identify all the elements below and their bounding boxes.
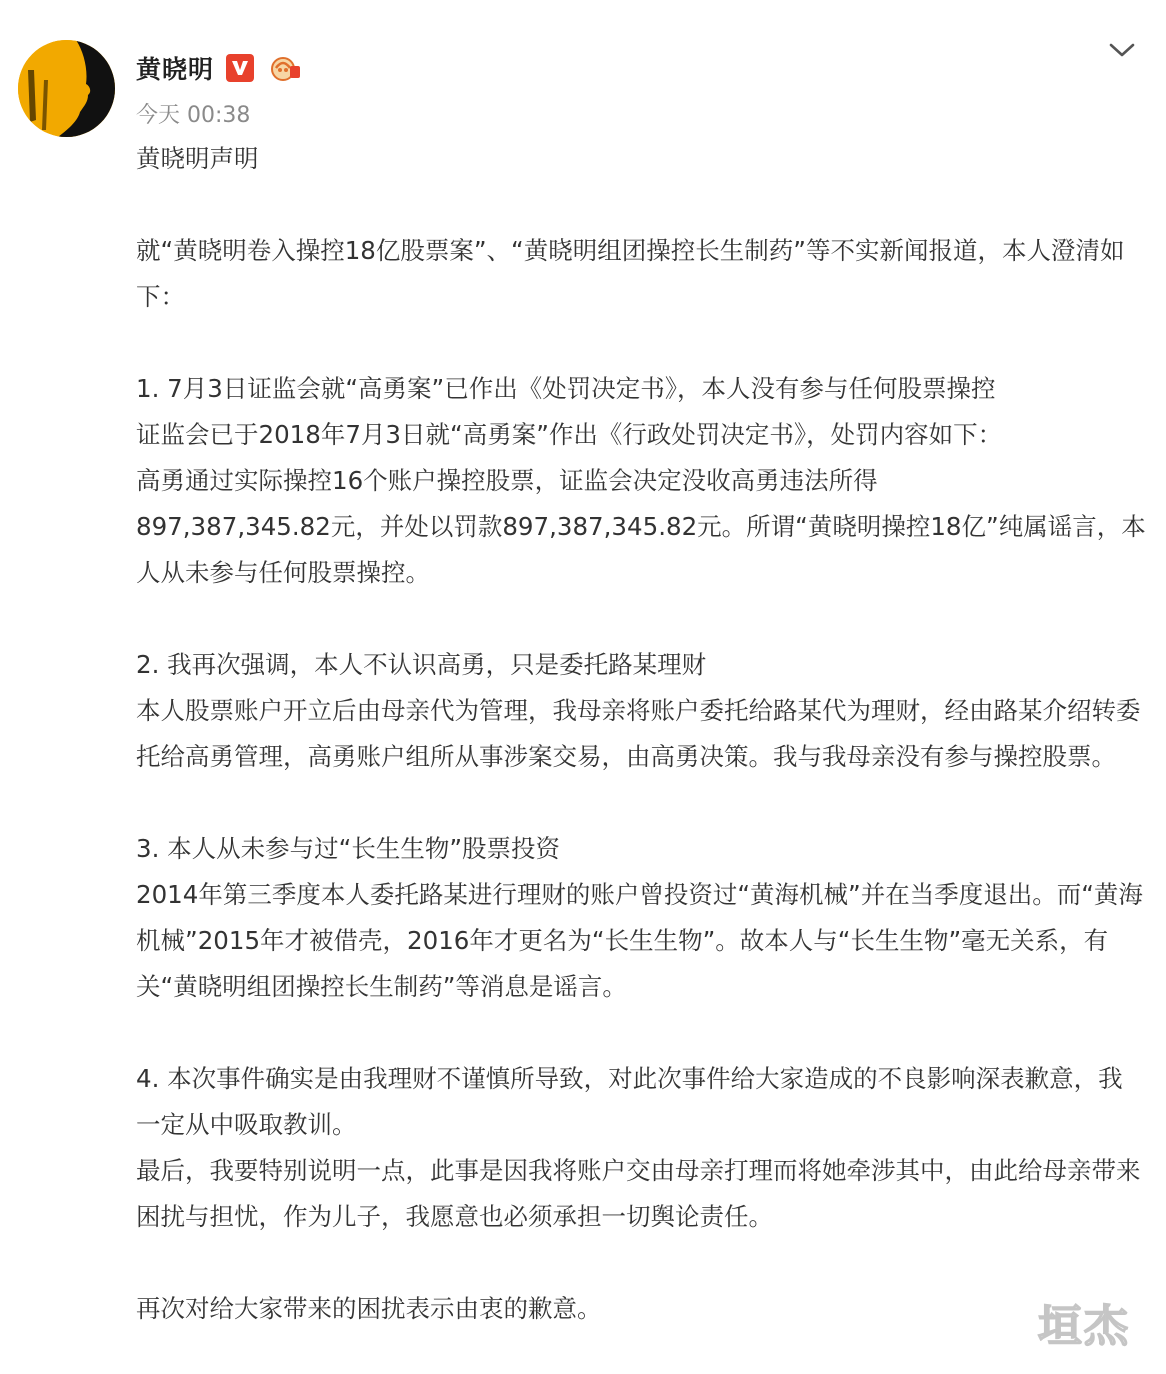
blank-line	[136, 320, 1146, 366]
avatar-silhouette-icon	[18, 40, 115, 137]
point-4-paragraph: 4. 本次事件确实是由我理财不谨慎所导致，对此次事件给大家造成的不良影响深表歉意，我一定从中吸取教训。 最后，我要特别说明一点，此事是因我将账户交由母亲打理而将她牵涉其中，由此给母亲带来困扰与担忧，作为儿子，我愿意也必须承担一切舆论责任。	[136, 1064, 1141, 1231]
post-time: 今天 00:38	[136, 103, 251, 128]
author-name[interactable]: 黄晓明	[136, 55, 215, 84]
blank-line	[136, 1010, 1146, 1056]
blank-line	[136, 780, 1146, 826]
blank-line	[136, 1240, 1146, 1286]
author-row	[136, 48, 302, 88]
point-3-paragraph: 3. 本人从未参与过“长生生物”股票投资 2014年第三季度本人委托路某进行理财的账户曾投资过“黄海机械”并在当季度退出。而“黄海机械”2015年才被借壳，2016年才更名为“长生生物”。故本人与“长生生物”毫无关系，有关“黄晓明组团操控长生制药”等消息是谣言。	[136, 834, 1143, 1001]
fan-badge-icon	[268, 54, 302, 82]
blank-line	[136, 182, 1146, 228]
post-content	[136, 136, 1146, 1332]
avatar[interactable]	[18, 40, 115, 137]
point-1-paragraph: 1. 7月3日证监会就“高勇案”已作出《处罚决定书》，本人没有参与任何股票操控 证监会已于2018年7月3日就“高勇案”作出《行政处罚决定书》，处罚内容如下： 高勇通过实际操控16个账户操控股票，证监会决定没收高勇违法所得 897,387,345.82元，并处以罚款897,387,345.82元。所谓“黄晓明操控18亿”纯属谣言，本人从未参与任何股票操控。	[136, 374, 1146, 587]
point-2-paragraph: 2. 我再次强调，本人不认识高勇，只是委托路某理财 本人股票账户开立后由母亲代为管理，我母亲将账户委托给路某代为理财，经由路某介绍转委托给高勇管理，高勇账户组所从事涉案交易，由高勇决策。我与我母亲没有参与操控股票。	[136, 650, 1141, 771]
post-title: 黄晓明声明	[136, 144, 259, 173]
blank-line	[136, 596, 1146, 642]
intro-paragraph: 就“黄晓明卷入操控18亿股票案”、“黄晓明组团操控长生制药”等不实新闻报道，本人澄清如下：	[136, 236, 1125, 311]
watermark: 垣杰	[1038, 1301, 1130, 1352]
chevron-down-icon[interactable]	[1106, 38, 1138, 62]
verified-v-icon	[226, 54, 254, 82]
closing-paragraph: 再次对给大家带来的困扰表示由衷的歉意。	[136, 1294, 602, 1323]
